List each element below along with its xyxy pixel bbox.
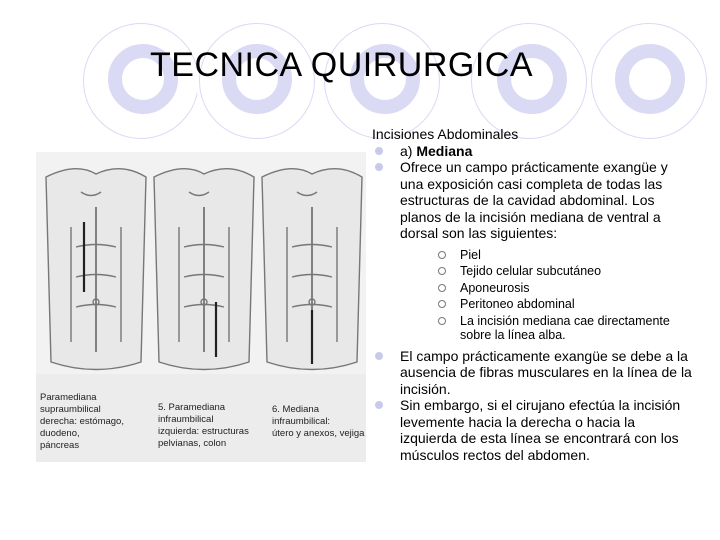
list-item: Sin embargo, si el cirujano efectúa la incisión levemente hacia la derecha o hacia la izquierda de esta línea se encontrará con los músculos rectos del abdomen.: [372, 397, 692, 463]
circle-bullet-icon: [438, 284, 446, 292]
section-heading: Incisiones Abdominales: [372, 126, 519, 142]
sub-list: [400, 248, 692, 342]
bullet-icon: [375, 401, 383, 409]
sub-list-item: Peritoneo abdominal: [400, 297, 692, 311]
sub-list-item: Piel: [400, 248, 692, 262]
figure-caption-3: 6. Mediana infraumbilical: útero y anexos, vejiga: [272, 404, 365, 439]
circle-bullet-icon: [438, 317, 446, 325]
bullet-icon: [375, 163, 383, 171]
incision-type-label: Mediana: [416, 142, 473, 159]
bullet-list: [372, 143, 692, 464]
circle-bullet-icon: [438, 267, 446, 275]
sub-list-item: La incisión mediana cae directamente sobre la línea alba.: [400, 314, 692, 342]
figure-caption-2: 5. Paramediana infraumbilical izquierda: estructuras pelvianas, colon: [158, 402, 249, 449]
sub-list-item: Aponeurosis: [400, 281, 692, 295]
content-text: [372, 126, 692, 463]
list-item: Ofrece un campo prácticamente exangüe y una exposición casi completa de todas las estructuras de la cavidad abdominal. Los planos de la incisión mediana de ventral a dorsal son las siguientes: Piel Tejido celular subcutáneo Aponeurosis Peritoneo abdominal La incisión mediana cae directamente sobre la línea alba.: [372, 159, 692, 342]
list-item: El campo prácticamente exangüe se debe a la ausencia de fibras musculares en la línea de la incisión.: [372, 348, 692, 398]
sub-list-item: Tejido celular subcutáneo: [400, 264, 692, 278]
abdominal-incisions-illustration: [36, 152, 366, 462]
figure-caption-1: Paramediana supraumbilical derecha: estómago, duodeno, páncreas: [40, 392, 124, 451]
circle-bullet-icon: [438, 251, 446, 259]
bullet-icon: [375, 352, 383, 360]
circle-bullet-icon: [438, 300, 446, 308]
slide-title: TECNICA QUIRURGICA: [150, 46, 534, 84]
bullet-icon: [375, 147, 383, 155]
list-item: a) Mediana: [372, 143, 692, 160]
